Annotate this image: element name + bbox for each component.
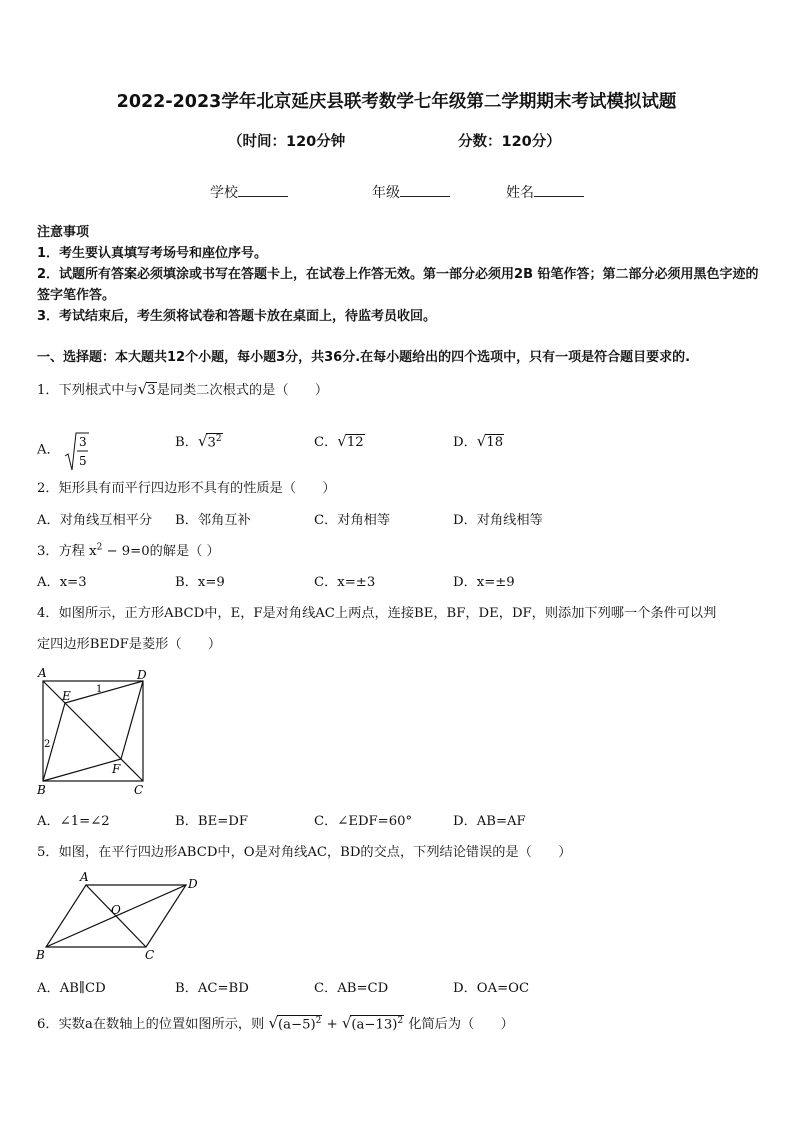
vertex-label-c: C [145, 948, 155, 962]
exam-title: 2022-2023学年北京延庆县联考数学七年级第二学期期末考试模拟试题 [116, 92, 677, 112]
q2-option-c: C．对角相等 [314, 513, 391, 528]
q5-option-c: C．AB=CD [314, 981, 389, 996]
q3-option-c: C．x=±3 [314, 575, 376, 590]
question-6-stem: 6．实数a在数轴上的位置如图所示，则 $√(a-5)^2 + √(a-13)^2$ 化简后为（ ） [37, 1014, 514, 1032]
q1-a-radical [64, 432, 90, 472]
section-heading: 一、选择题：本大题共12个小题，每小题3分，共36分.在每小题给出的四个选项中，只有一项是符合题目要求的. [37, 350, 691, 365]
segment-bf [43, 759, 121, 781]
vertex-label-d: D [137, 668, 147, 682]
q2-option-a: A．对角线互相平分 [37, 513, 153, 528]
name-field: 姓名 [506, 182, 584, 202]
q3-option-a: A．x=3 [37, 575, 87, 590]
question-4-line1: 4．如图所示，正方形ABCD中，E，F是对角线AC上两点，连接BE，BF，DE，DF，则添加下列哪一个条件可以判 [37, 606, 717, 621]
point-label-o: O [111, 903, 121, 917]
svg-text:5: 5 [78, 454, 87, 468]
question-4-line2: 定四边形BEDF是菱形（ ） [37, 637, 222, 652]
q1-option-b: B．$√3^2$ [175, 432, 222, 450]
diagonal-ac [43, 681, 143, 781]
square-figure [34, 665, 154, 800]
q3-option-d: D．x=±9 [453, 575, 515, 590]
q1-option-c: C．√12 [314, 432, 364, 450]
q2-option-b: B．邻角互补 [175, 513, 251, 528]
note-item: 3．考试结束后，考生须将试卷和答题卡放在桌面上，待监考员收回。 [37, 309, 437, 324]
angle-label-2: 2 [44, 739, 51, 750]
notes-block [37, 222, 762, 327]
vertex-label-b: B [36, 948, 45, 962]
vertex-label-a: A [38, 666, 47, 680]
q1-option-a: A． 3 5 [37, 430, 90, 470]
question-2-stem: 2．矩形具有而平行四边形不具有的性质是（ ） [37, 481, 336, 496]
vertex-label-a: A [80, 870, 89, 884]
vertex-label-b: B [37, 783, 46, 797]
angle-label-1: 1 [96, 684, 103, 695]
note-item: 2．试题所有答案必须填涂或书写在答题卡上，在试卷上作答无效。第一部分必须用2B 铅笔作答；第二部分必须用黑色字迹的签字笔作答。 [37, 267, 759, 303]
svg-text:3: 3 [78, 435, 87, 449]
q1-option-d: D．√18 [453, 432, 504, 450]
q3-option-b: B．x=9 [175, 575, 225, 590]
school-field: 学校 [210, 182, 288, 202]
question-1-stem: 1．下列根式中与√3是同类二次根式的是（ ） [37, 380, 329, 398]
q5-option-d: D．OA=OC [453, 981, 530, 996]
note-item: 1．考生要认真填写考场号和座位序号。 [37, 246, 268, 261]
vertex-label-c: C [134, 783, 144, 797]
exam-time: （时间：120分钟 [228, 134, 346, 150]
question-5-stem: 5．如图，在平行四边形ABCD中，O是对角线AC，BD的交点，下列结论错误的是（ ） [37, 845, 572, 860]
q5-option-a: A．AB∥CD [37, 981, 106, 996]
parallelogram-figure [34, 870, 209, 965]
vertex-label-d: D [188, 877, 198, 891]
q4-option-c: C．∠EDF=60° [314, 814, 413, 829]
grade-field: 年级 [372, 182, 450, 202]
q4-option-b: B．BE=DF [175, 814, 248, 829]
q4-option-d: D．AB=AF [453, 814, 526, 829]
question-3-stem: 3．方程 $x^2 - 9=0$的解是（ ） [37, 542, 220, 559]
q5-option-b: B．AC=BD [175, 981, 249, 996]
point-label-e: E [62, 689, 71, 703]
exam-score: 分数：120分） [458, 134, 561, 150]
q2-option-d: D．对角线相等 [453, 513, 543, 528]
segment-de [65, 681, 143, 703]
q4-option-a: A．∠1=∠2 [37, 814, 110, 829]
point-label-f: F [112, 762, 121, 776]
notes-heading: 注意事项 [37, 225, 90, 240]
segment-df [121, 681, 143, 759]
